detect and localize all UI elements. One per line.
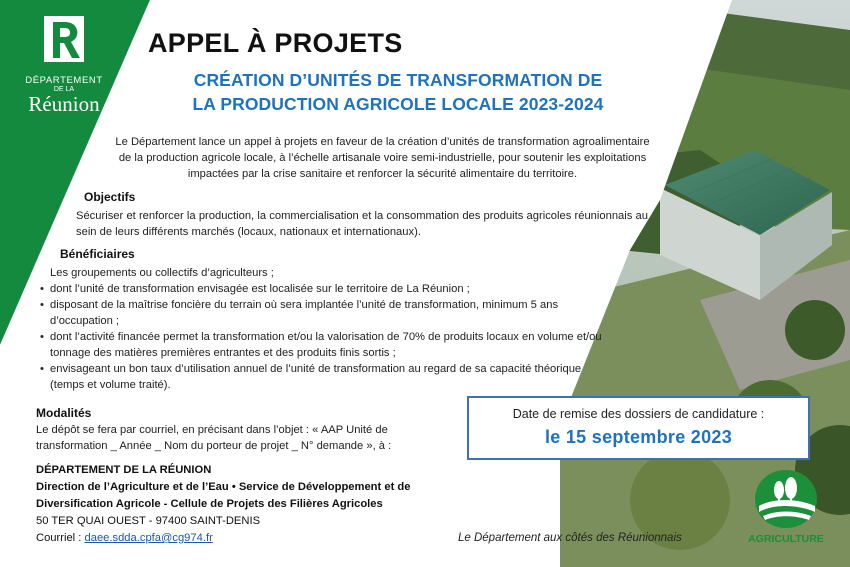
contact-org: DÉPARTEMENT DE LA RÉUNION: [36, 464, 212, 476]
contact-address: 50 TER QUAI OUEST - 97400 SAINT-DENIS: [36, 515, 261, 527]
bullet: •: [40, 283, 44, 295]
beneficiaires-list: [38, 265, 612, 393]
logo-de-la: DE LA: [53, 86, 75, 93]
intro-line: Le Département lance un appel à projets en faveur de la création d’unités de transformation agroalimentaire: [115, 136, 650, 148]
subtitle: [128, 68, 668, 116]
intro-line: impactées par la crise sanitaire et renforcer la sécurité alimentaire du territoire.: [187, 168, 578, 180]
agriculture-logo: [738, 468, 834, 545]
deadline-box: [467, 396, 810, 460]
bullet: •: [40, 299, 44, 311]
departement-logo: [14, 14, 114, 115]
deadline-date: le 15 septembre 2023: [544, 427, 733, 447]
tagline: Le Département aux côtés des Réunionnais: [458, 532, 682, 544]
modalites-text: Le dépôt se fera par courriel, en précisant dans l’objet : « AAP Unité de transformation _ Année _ Nom du porteur de projet _ N° demande », à :: [36, 424, 392, 452]
bullet: •: [40, 363, 44, 375]
objectifs-heading: Objectifs: [84, 190, 136, 204]
objectifs-text: Sécuriser et renforcer la production, la commercialisation et la consommation des produits agricoles réunionnais au sein de leurs différents marchés (locaux, nationaux et internationaux).: [76, 210, 648, 238]
list-item: • dont l’activité financée permet la transformation et/ou la valorisation de 70% de produits locaux en volume et/ou tonnage des matières premières entrantes et des produits finis sortis ;: [40, 331, 602, 359]
email-label: Courriel :: [36, 532, 85, 544]
field-icon: [753, 468, 819, 530]
modalites-heading: Modalités: [36, 406, 92, 420]
list-item: • disposant de la maîtrise foncière du terrain où sera implantée l’unité de transformation, minimum 5 ans d’occupation ;: [40, 299, 559, 327]
logo-departement: DÉPARTEMENT: [25, 75, 103, 86]
contact-email-line: [36, 530, 466, 547]
logo-reunion: Réunion: [28, 92, 100, 116]
contact-block: [36, 462, 466, 547]
contact-direction: Direction de l’Agriculture et de l’Eau • Service de Développement et de Diversification Agricole - Cellule de Projets des Filières Agricoles: [36, 481, 411, 510]
subtitle-line-1: CRÉATION D’UNITÉS DE TRANSFORMATION DE: [193, 70, 603, 90]
deadline-label: Date de remise des dossiers de candidature :: [512, 407, 765, 421]
intro-paragraph: [100, 134, 665, 182]
r-logo-icon: [41, 14, 87, 66]
subtitle-line-2: LA PRODUCTION AGRICOLE LOCALE 2023-2024: [192, 94, 604, 114]
list-item: • dont l’unité de transformation envisagée est localisée sur le territoire de La Réunion ;: [40, 283, 470, 295]
agriculture-label: AGRICULTURE: [748, 533, 824, 545]
beneficiaires-heading: Bénéficiaires: [60, 247, 135, 261]
beneficiaires-intro: Les groupements ou collectifs d’agriculteurs ;: [50, 267, 274, 279]
bullet: •: [40, 331, 44, 343]
list-item: • envisageant un bon taux d’utilisation annuel de l’unité de transformation au regard de sa capacité théorique (temps et volume traité).: [40, 363, 582, 391]
page-title: APPEL À PROJETS: [148, 28, 403, 58]
email-link[interactable]: daee.sdda.cpfa@cg974.fr: [84, 532, 213, 544]
intro-line: de la production agricole locale, à l’échelle artisanale voire semi-industrielle, pour soutenir les exploitations: [118, 152, 647, 164]
